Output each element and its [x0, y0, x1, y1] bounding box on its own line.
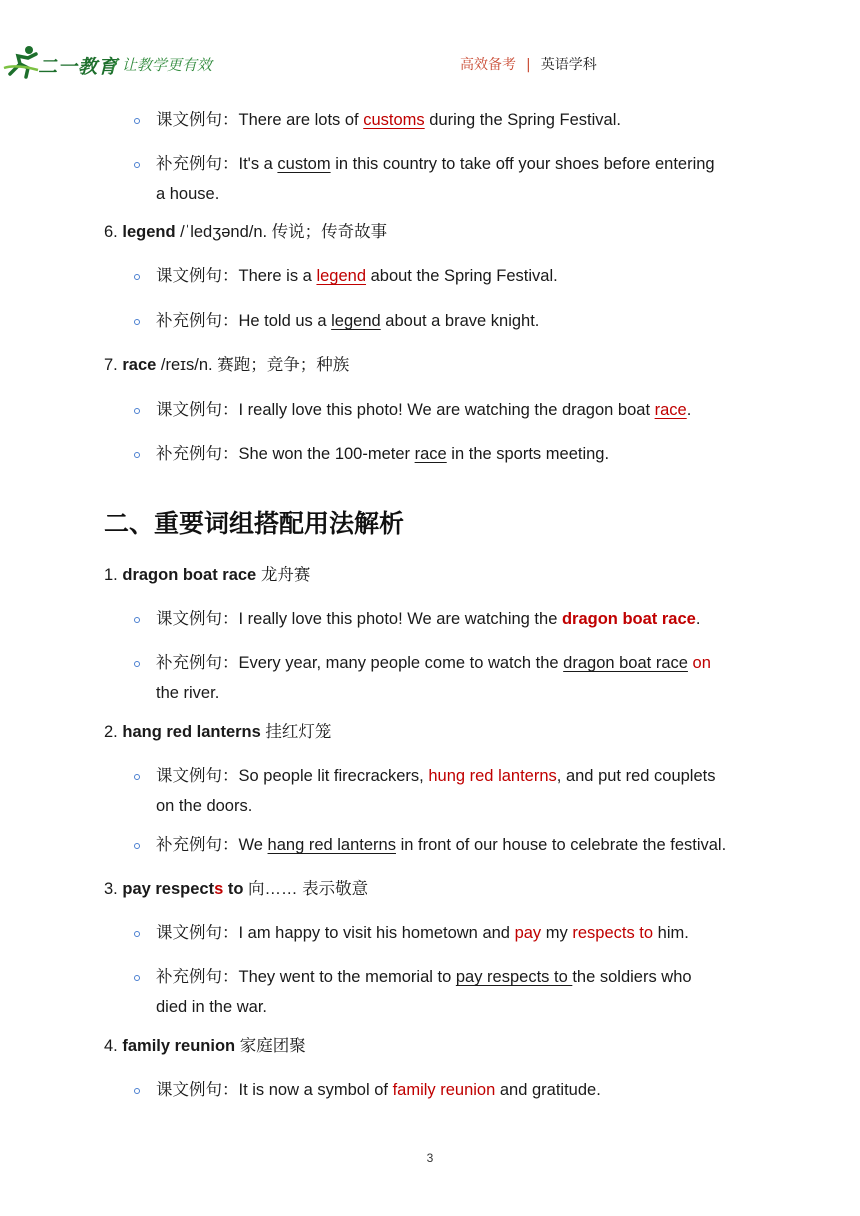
example-p3-extra-line2: died in the war. [156, 998, 267, 1016]
bullet-icon [134, 661, 140, 667]
vocab-race: 7. race /reɪs/n. 赛跑；竞争；种族 [104, 356, 350, 374]
page-header [0, 0, 860, 80]
example-p1-extra: 补充例句：Every year, many people come to watch the dragon boat race on [156, 654, 711, 672]
brand-name: 二一教育 [38, 56, 119, 78]
example-p1-extra-line2: the river. [156, 684, 220, 702]
phrase-dragon-boat-race: 1. dragon boat race 龙舟赛 [104, 566, 311, 584]
header-tags [460, 54, 597, 74]
brand-slogan: / 让教学更有效 [112, 56, 212, 74]
bullet-icon [134, 843, 140, 849]
header-separator: | [526, 57, 531, 73]
example-p1-text: 课文例句：I really love this photo! We are watching the dragon boat race. [156, 610, 701, 628]
bullet-icon [134, 274, 140, 280]
example-custom-extra-line2: a house. [156, 185, 220, 203]
bullet-icon [134, 118, 140, 124]
example-race-extra: 补充例句：She won the 100-meter race in the sports meeting. [156, 445, 610, 463]
example-p2-extra: 补充例句：We hang red lanterns in front of our house to celebrate the festival. [156, 836, 727, 854]
example-race-text: 课文例句：I really love this photo! We are watching the dragon boat race. [156, 401, 692, 419]
bullet-icon [134, 408, 140, 414]
phrase-family-reunion: 4. family reunion 家庭团聚 [104, 1037, 306, 1055]
example-p2-text: 课文例句：So people lit firecrackers, hung red lanterns, and put red couplets [156, 767, 716, 785]
phrase-pay-respects-to: 3. pay respects to 向…… 表示敬意 [104, 880, 369, 898]
bullet-icon [134, 931, 140, 937]
header-tag-subject: 英语学科 [540, 57, 597, 73]
bullet-icon [134, 319, 140, 325]
example-p2-text-line2: on the doors. [156, 797, 253, 815]
example-legend-extra: 补充例句：He told us a legend about a brave knight. [156, 312, 540, 330]
vocab-legend: 6. legend /ˈledʒənd/n. 传说；传奇故事 [104, 223, 388, 241]
runner-logo-icon [2, 44, 42, 80]
bullet-icon [134, 452, 140, 458]
section-title: 二、重要词组搭配用法解析 [104, 509, 405, 538]
bullet-icon [134, 774, 140, 780]
example-custom-text: 课文例句：There are lots of customs during the Spring Festival. [156, 111, 621, 129]
bullet-icon [134, 1088, 140, 1094]
page-number: 3 [426, 1151, 434, 1165]
example-p3-extra: 补充例句：They went to the memorial to pay respects to the soldiers who [156, 968, 692, 986]
header-tag-exam: 高效备考 [460, 57, 516, 73]
example-p4-text: 课文例句：It is now a symbol of family reunion and gratitude. [156, 1081, 601, 1099]
bullet-icon [134, 162, 140, 168]
example-legend-text: 课文例句：There is a legend about the Spring Festival. [156, 267, 558, 285]
example-p3-text: 课文例句：I am happy to visit his hometown and pay my respects to him. [156, 924, 689, 942]
bullet-icon [134, 975, 140, 981]
example-custom-extra: 补充例句：It's a custom in this country to take off your shoes before entering [156, 155, 715, 173]
phrase-hang-red-lanterns: 2. hang red lanterns 挂红灯笼 [104, 723, 332, 741]
bullet-icon [134, 617, 140, 623]
